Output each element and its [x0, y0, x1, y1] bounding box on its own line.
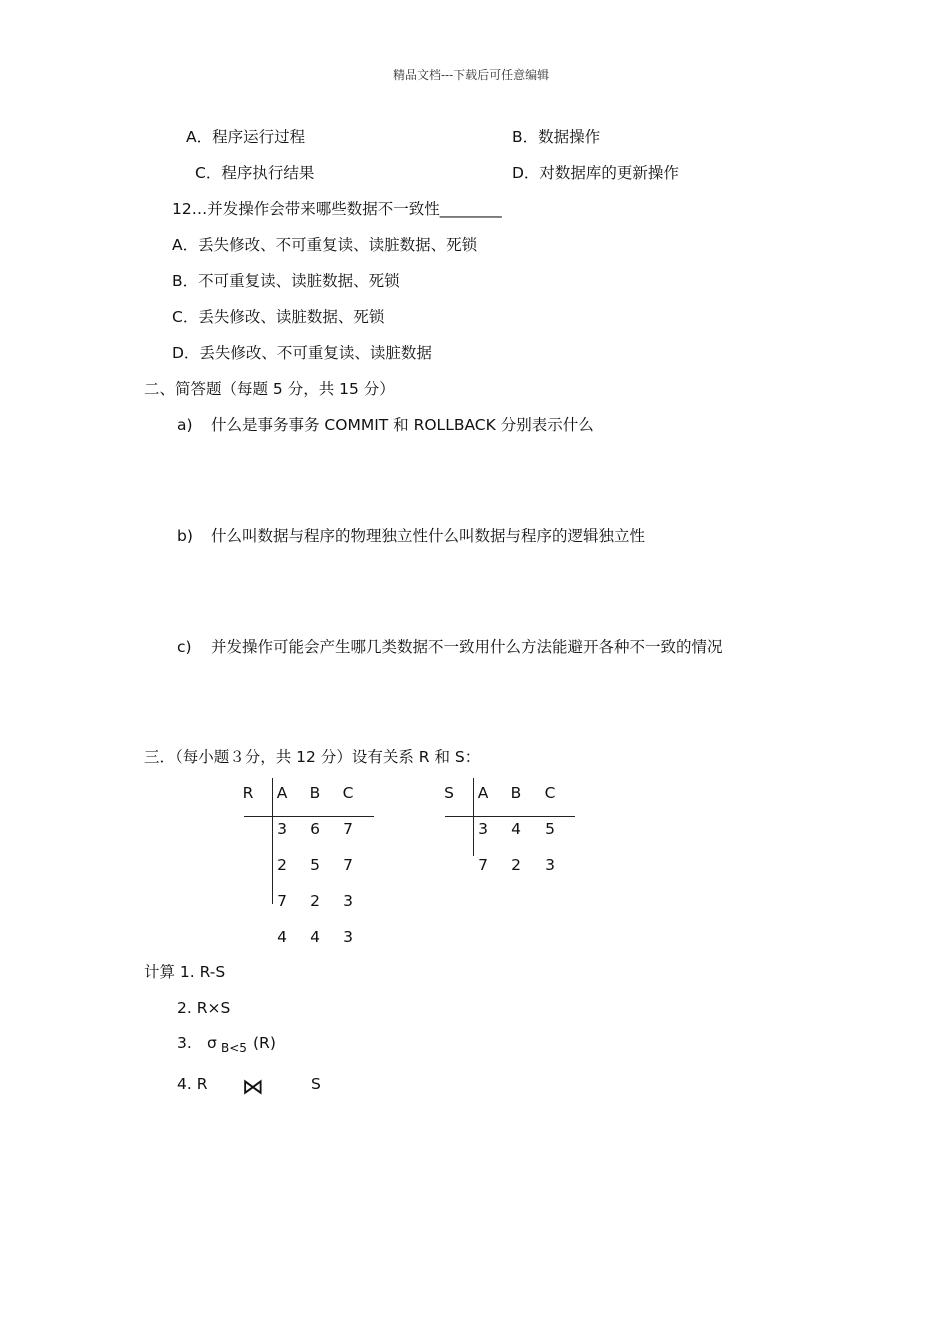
question-12-option-c: C．丢失修改、读脏数据、死锁 [172, 308, 385, 326]
question-12-option-d: D．丢失修改、不可重复读、读脏数据 [172, 344, 432, 362]
relation-s-vertical-rule [473, 778, 474, 856]
relation-r-cell: 7 [277, 892, 287, 910]
option-d: D．对数据库的更新操作 [512, 164, 679, 182]
compute-item-3-number: 3. [177, 1034, 192, 1052]
option-b: B．数据操作 [512, 128, 601, 146]
relation-s-col-c: C [544, 784, 556, 802]
relation-r-cell: 3 [277, 820, 287, 838]
relation-r-horizontal-rule [244, 816, 374, 817]
page-header: 精品文档---下载后可任意编辑 [393, 68, 550, 82]
option-c: C．程序执行结果 [195, 164, 315, 182]
question-12-stem: 12…并发操作会带来哪些数据不一致性________ [172, 200, 502, 218]
relation-r-cell: 3 [343, 892, 353, 910]
question-12-option-a: A．丢失修改、不可重复读、读脏数据、死锁 [172, 236, 478, 254]
relation-s-cell: 4 [511, 820, 521, 838]
relation-r-cell: 4 [310, 928, 320, 946]
relation-r-cell: 3 [343, 928, 353, 946]
question-a-label: a) [177, 416, 193, 434]
relation-r-cell: 6 [310, 820, 320, 838]
relation-r-cell: 7 [343, 856, 353, 874]
relation-r-cell: 4 [277, 928, 287, 946]
question-b-label: b) [177, 527, 193, 545]
relation-s-col-b: B [510, 784, 522, 802]
question-c-label: c) [177, 638, 192, 656]
sigma-symbol: σ [207, 1034, 217, 1052]
relation-r-cell: 2 [310, 892, 320, 910]
relation-s-cell: 3 [478, 820, 488, 838]
question-a-text: 什么是事务事务 COMMIT 和 ROLLBACK 分别表示什么 [211, 416, 594, 434]
section-2-title: 二、简答题（每题 5 分，共 15 分） [144, 380, 395, 398]
question-12-option-b: B．不可重复读、读脏数据、死锁 [172, 272, 400, 290]
question-c-text: 并发操作可能会产生哪几类数据不一致用什么方法能避开各种不一致的情况 [211, 638, 723, 656]
relation-s-cell: 5 [545, 820, 555, 838]
relation-r-cell: 7 [343, 820, 353, 838]
question-b-text: 什么叫数据与程序的物理独立性什么叫数据与程序的逻辑独立性 [211, 527, 646, 545]
selection-argument: (R) [253, 1034, 276, 1052]
natural-join-icon: ⋈ [242, 1075, 264, 1100]
relation-s-horizontal-rule [445, 816, 575, 817]
option-a: A．程序运行过程 [186, 128, 306, 146]
relation-s-cell: 7 [478, 856, 488, 874]
compute-item-4-lhs: 4. R [177, 1075, 208, 1093]
relation-r-cell: 5 [310, 856, 320, 874]
relation-s-cell: 2 [511, 856, 521, 874]
relation-s-col-a: A [477, 784, 489, 802]
compute-item-2: 2. R×S [177, 999, 231, 1017]
relation-r-name: R [242, 784, 254, 802]
section-3-title: 三．（每小题３分，共 12 分）设有关系 R 和 S： [144, 748, 481, 766]
relation-s-name: S [444, 784, 454, 802]
relation-r-cell: 2 [277, 856, 287, 874]
selection-condition: B<5 [221, 1041, 247, 1055]
relation-r-vertical-rule [272, 778, 273, 904]
compute-item-1: 计算 1. R-S [144, 963, 226, 981]
relation-r-col-a: A [276, 784, 288, 802]
relation-r-col-c: C [342, 784, 354, 802]
relation-s-cell: 3 [545, 856, 555, 874]
compute-item-4-rhs: S [311, 1075, 321, 1093]
relation-r-col-b: B [309, 784, 321, 802]
